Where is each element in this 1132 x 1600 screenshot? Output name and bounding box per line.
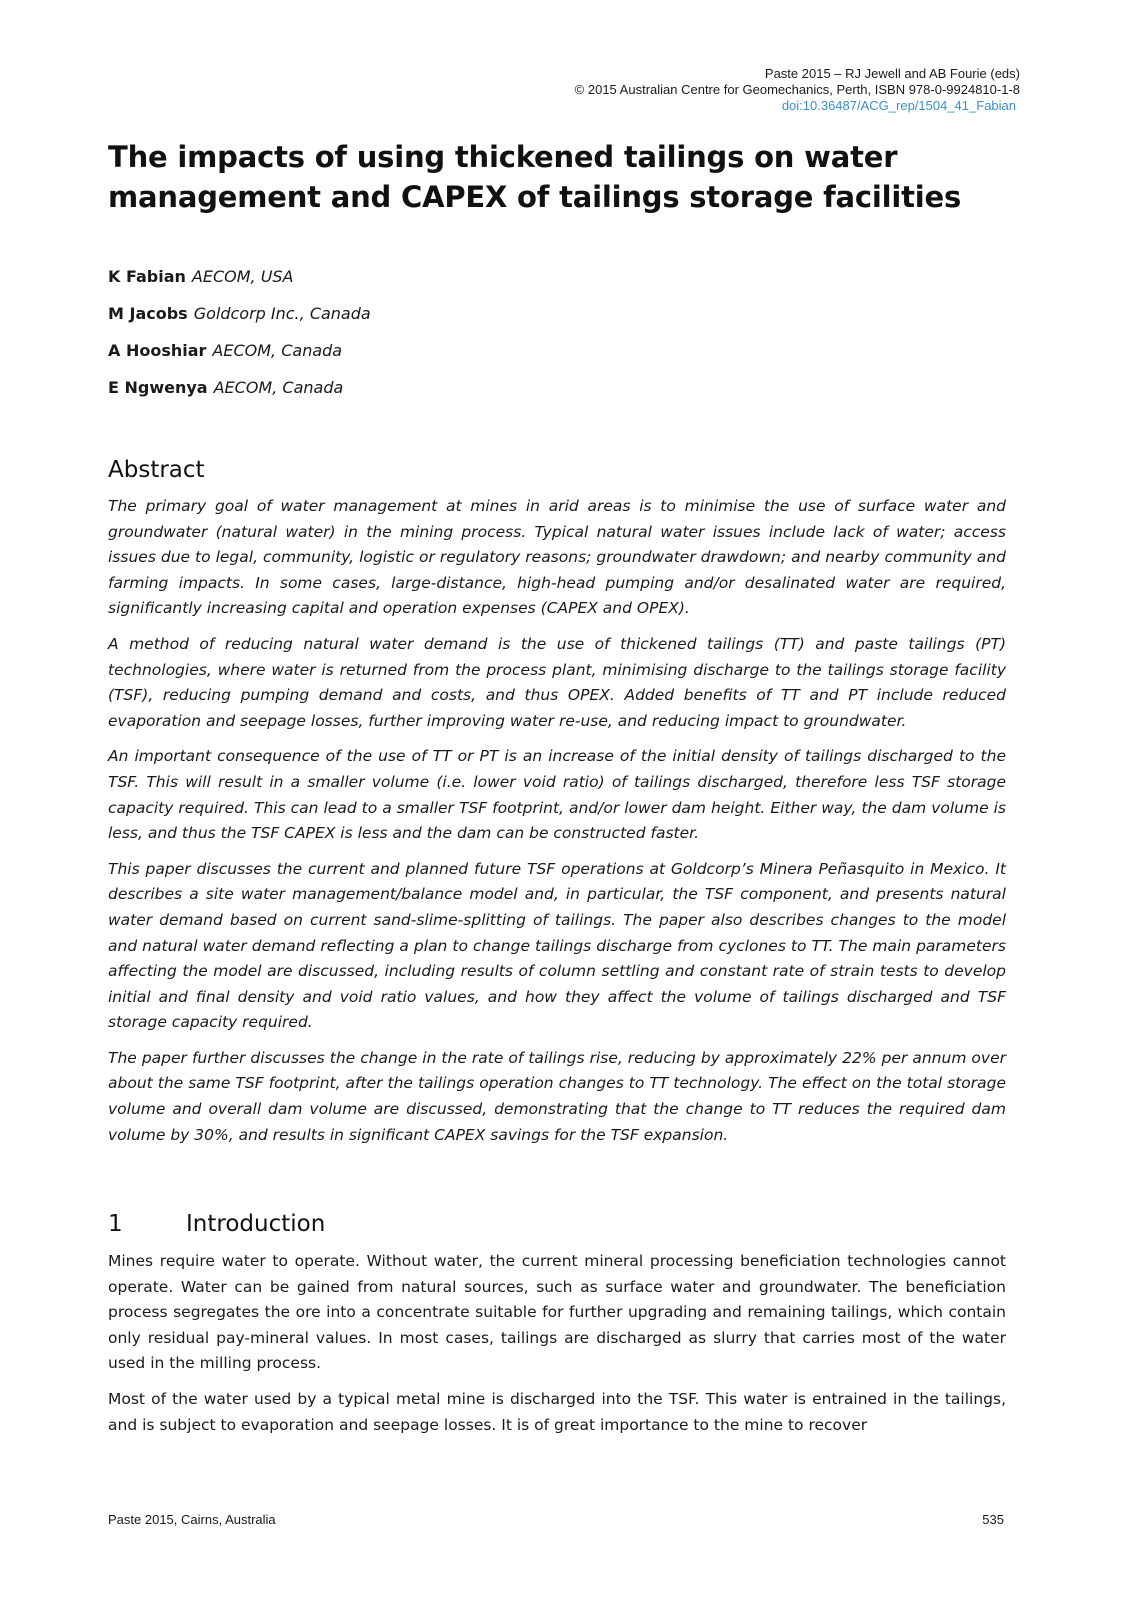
section-number: 1 <box>108 1211 123 1237</box>
header-copyright: © 2015 Australian Centre for Geomechanics, Perth, ISBN 978-0-9924810-1-8 <box>574 82 1020 97</box>
author-affiliation: AECOM, Canada <box>213 378 344 397</box>
abstract-paragraph: The primary goal of water management at mines in arid areas is to minimise the use of surface water and groundwater (natural water) in the mining process. Typical natural water issues include lack of water; access issues due to legal, community, logistic or regulatory reasons; groundwater drawdown; and nearby community and farming impacts. In some cases, large-distance, high-head pumping and/or desalinated water are required, significantly increasing capital and operation expenses (CAPEX and OPEX). <box>108 497 1006 618</box>
author-name: M Jacobs <box>108 304 188 323</box>
author-name: K Fabian <box>108 267 186 286</box>
page-number: 535 <box>982 1512 1004 1527</box>
author-entry <box>108 378 371 415</box>
author-list <box>108 267 371 415</box>
author-name: A Hooshiar <box>108 341 207 360</box>
abstract-paragraph: The paper further discusses the change in the rate of tailings rise, reducing by approximately 22% per annum over about the same TSF footprint, after the tailings operation changes to TT technology. The effect on the total storage volume and overall dam volume are discussed, demonstrating that the change to TT reduces the required dam volume by 30%, and results in significant CAPEX savings for the TSF expansion. <box>108 1048 1006 1144</box>
publication-header <box>575 66 1020 114</box>
author-affiliation: AECOM, Canada <box>212 341 343 360</box>
introduction-body <box>108 1249 1006 1448</box>
header-editors: Paste 2015 – RJ Jewell and AB Fourie (eds) <box>764 66 1020 81</box>
introduction-paragraph: Mines require water to operate. Without water, the current mineral processing beneficiation technologies cannot operate. Water can be gained from natural sources, such as surface water and groundwater. The beneficiation process segregates the ore into a concentrate suitable for further upgrading and remaining tailings, which contain only residual pay-mineral values. In most cases, tailings are discharged as slurry that carries most of the water used in the milling process. <box>108 1252 1006 1373</box>
abstract-paragraph: A method of reducing natural water demand is the use of thickened tailings (TT) and paste tailings (PT) technologies, where water is returned from the process plant, minimising discharge to the tailings storage facility (TSF), reducing pumping demand and costs, and thus OPEX. Added benefits of TT and PT include reduced evaporation and seepage losses, further improving water re-use, and reducing impact to groundwater. <box>108 634 1006 730</box>
abstract-heading: Abstract <box>108 457 205 483</box>
abstract-body <box>108 494 1006 1158</box>
author-entry <box>108 304 371 341</box>
introduction-paragraph: Most of the water used by a typical metal mine is discharged into the TSF. This water is entrained in the tailings, and is subject to evaporation and seepage losses. It is of great importance to the mine to recover <box>108 1389 1006 1434</box>
paper-title: The impacts of using thickened tailings on water management and CAPEX of tailings storage facilities <box>108 140 962 214</box>
abstract-paragraph: An important consequence of the use of TT or PT is an increase of the initial density of tailings discharged to the TSF. This will result in a smaller volume (i.e. lower void ratio) of tailings discharged, therefore less TSF storage capacity required. This can lead to a smaller TSF footprint, and/or lower dam height. Either way, the dam volume is less, and thus the TSF CAPEX is less and the dam can be constructed faster. <box>108 747 1006 843</box>
author-affiliation: AECOM, USA <box>191 267 294 286</box>
footer-conference: Paste 2015, Cairns, Australia <box>108 1512 276 1527</box>
author-entry <box>108 267 371 304</box>
introduction-heading <box>108 1210 325 1238</box>
doi-link[interactable]: doi:10.36487/ACG_rep/1504_41_Fabian <box>781 98 1016 113</box>
author-name: E Ngwenya <box>108 378 208 397</box>
author-affiliation: Goldcorp Inc., Canada <box>193 304 371 323</box>
abstract-paragraph: This paper discusses the current and planned future TSF operations at Goldcorp’s Minera Peñasquito in Mexico. It describes a site water management/balance model and, in particular, the TSF component, and presents natural water demand based on current sand-slime-splitting of tailings. The paper also describes changes to the model and natural water demand reflecting a plan to change tailings discharge from cyclones to TT. The main parameters affecting the model are discussed, including results of column settling and constant rate of strain tests to develop initial and final density and void ratio values, and how they affect the volume of tailings discharged and TSF storage capacity required. <box>108 859 1006 1032</box>
author-entry <box>108 341 371 378</box>
section-title: Introduction <box>186 1211 326 1237</box>
